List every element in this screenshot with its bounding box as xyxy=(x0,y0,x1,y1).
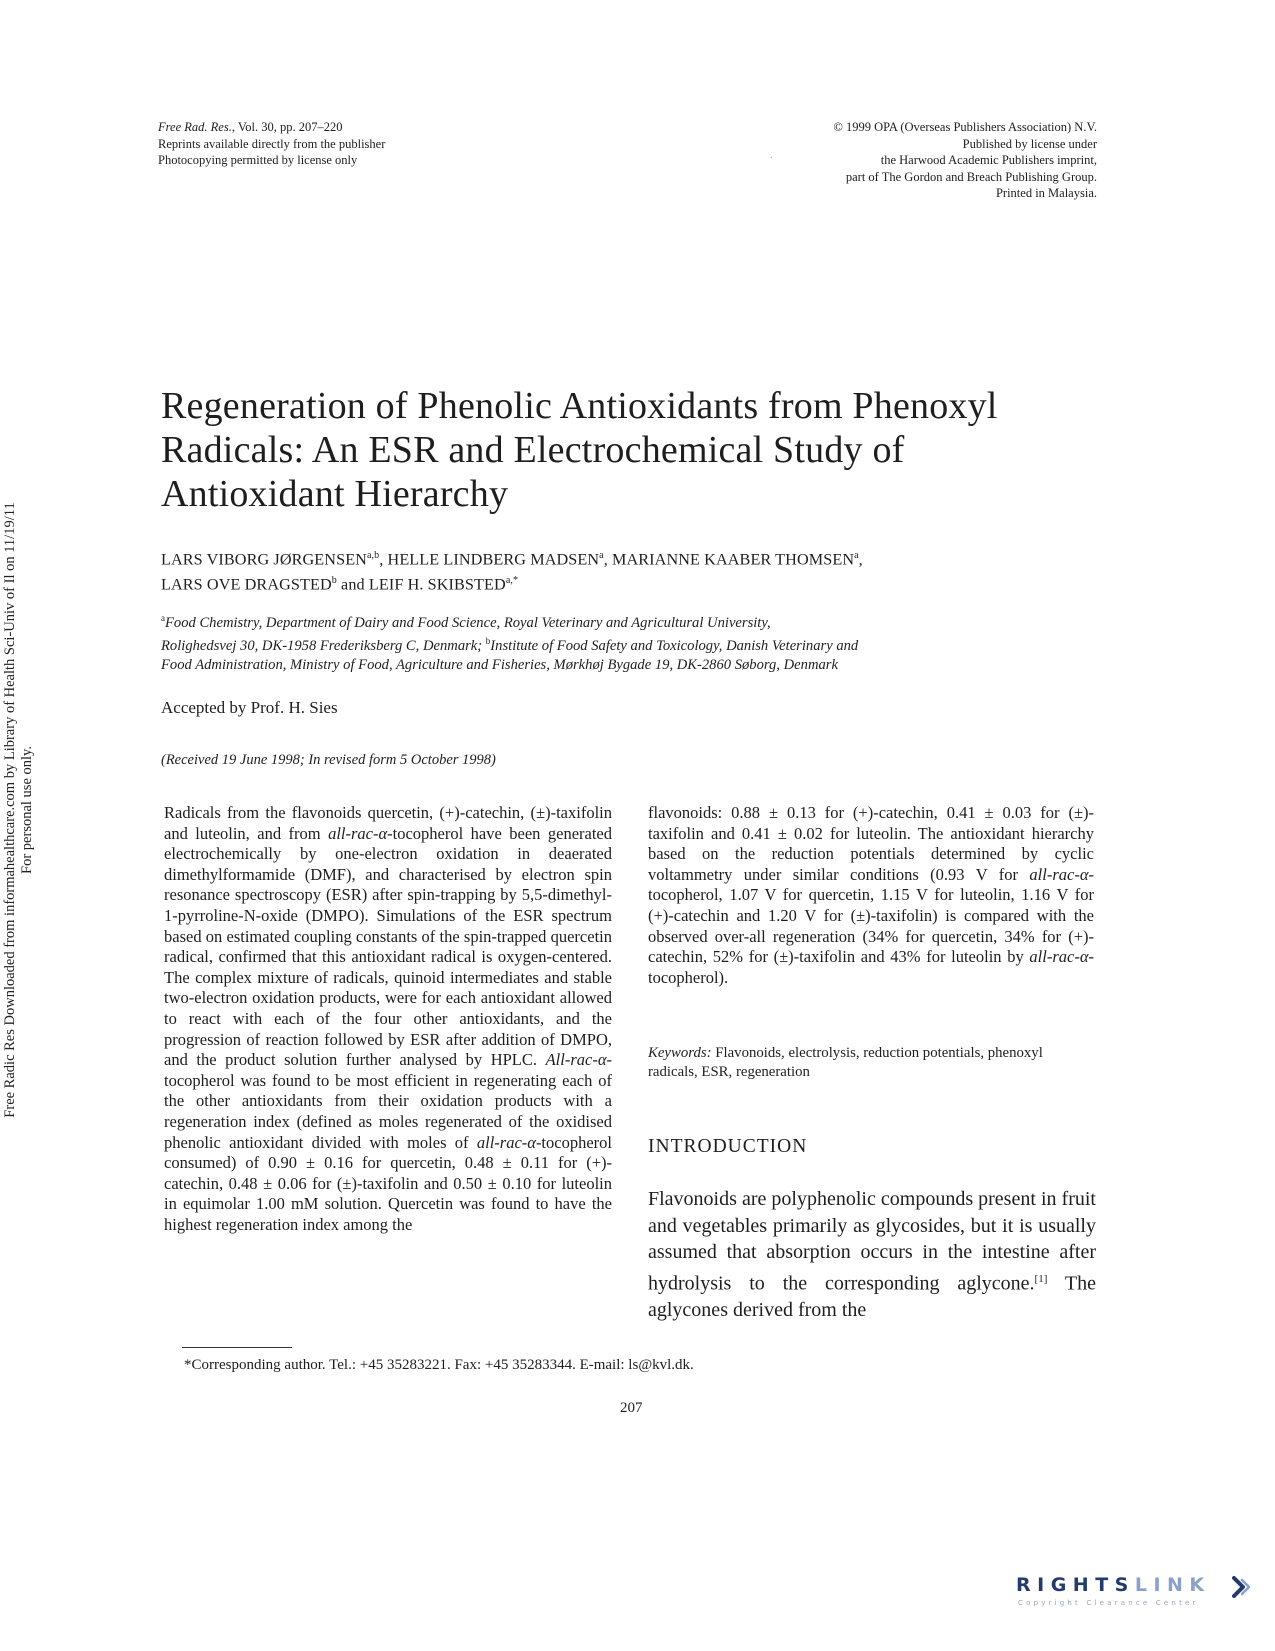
reprints-note: Reprints available directly from the publisher xyxy=(158,136,386,151)
author-name: and LEIF H. SKIBSTED xyxy=(336,575,506,594)
title-line-3: Antioxidant Hierarchy xyxy=(161,473,509,515)
author-affil-mark: a xyxy=(599,550,604,561)
abstract-left-column xyxy=(164,803,612,1235)
rightslink-rights: RIGHTS xyxy=(1016,1574,1135,1596)
rightslink-logo[interactable] xyxy=(1016,1574,1246,1610)
abstract-italic: all-rac-α xyxy=(476,1132,536,1152)
intro-text: Flavonoids are polyphenolic compounds present in fruit and vegetables primarily as glycosides, but it is usually assumed that absorption occurs in the intestine after hydrolysis to the corresponding aglycone. xyxy=(648,1188,1096,1295)
author-affil-mark: a,* xyxy=(505,575,519,587)
download-stamp xyxy=(2,440,36,1180)
journal-volume: , Vol. 30, pp. 207–220 xyxy=(231,120,343,134)
abstract-right-column xyxy=(648,803,1094,988)
received-dates: (Received 19 June 1998; In revised form 5 October 1998) xyxy=(161,752,496,768)
title-line-1: Regeneration of Phenolic Antioxidants from Phenoxyl xyxy=(161,385,998,427)
abstract-text: flavonoids: 0.88 ± 0.13 for (+)-catechin, 0.41 ± 0.03 for (±)-taxifolin and 0.41 ± 0.02 for luteolin. The antioxidant hierarchy based on the reduction potentials determined by cyclic voltammetry under similar conditions (0.93 V for xyxy=(648,803,1094,884)
author-name: , MARIANNE KAABER THOMSEN xyxy=(603,550,855,569)
author-separator: , xyxy=(858,550,863,569)
author-affil-mark: a,b xyxy=(366,550,380,561)
affiliation-b-address: Food Administration, Ministry of Food, Agriculture and Fisheries, Mørkhøj Bygade 19, DK-2860 Søborg, Denmark xyxy=(161,656,838,673)
photocopy-note: Photocopying permitted by license only xyxy=(158,153,358,167)
abstract-italic: all-rac-α xyxy=(1029,947,1089,967)
abstract-italic: all-rac-α xyxy=(1029,864,1089,884)
intro-text: The aglycones derived from the xyxy=(648,1272,1097,1321)
affiliations xyxy=(161,609,1121,674)
copyright-line: © 1999 OPA (Overseas Publishers Association) N.V. xyxy=(833,120,1097,134)
author-list xyxy=(161,545,1111,596)
imprint-line: the Harwood Academic Publishers imprint, xyxy=(880,153,1097,167)
author-name: LARS VIBORG JØRGENSEN xyxy=(161,550,367,569)
author-affil-mark: a xyxy=(854,550,859,561)
abstract-text: Radicals from the flavonoids quercetin, (+)-catechin, (±)-taxifolin and luteolin, and from xyxy=(164,803,612,843)
affiliation-b: Institute of Food Safety and Toxicology, Danish Veterinary and xyxy=(490,638,859,655)
abstract-text: -tocopherol have been generated electrochemically by one-electron oxidation in deaerated dimethylformamide (DMF), and characterised by electron spin resonance spectroscopy (ESR) after spin-trapping by 5,5-dimethyl-1-pyrroline-N-oxide (DMPO). Simulations of the ESR spectrum based on estimated coupling constants of the spin-trapped quercetin radical, confirmed that this antioxidant radical is oxygen-centered. The complex mixture of radicals, quinoid intermediates and stable two-electron oxidation products, were for each antioxidant allowed to react with each of the four other antioxidants, and the progression of reaction followed by ESR after addition of DMPO, and the product solution further analysed by HPLC. xyxy=(164,823,612,1070)
abstract-text: -tocopherol was found to be most efficient in regenerating each of the other antioxidants from their oxidation products with a regeneration index (defined as moles regenerated of the oxidised phenolic antioxidant divided with moles of xyxy=(164,1050,612,1152)
journal-citation xyxy=(158,119,385,169)
author-name: LARS OVE DRAGSTED xyxy=(161,575,332,594)
license-line: Published by license under xyxy=(962,136,1097,151)
accepted-by: Accepted by Prof. H. Sies xyxy=(161,698,338,717)
section-heading-introduction: INTRODUCTION xyxy=(648,1136,808,1157)
keywords-list: Flavonoids, electrolysis, reduction potentials, phenoxyl radicals, ESR, regeneration xyxy=(648,1045,1043,1080)
author-affil-mark: b xyxy=(331,575,337,587)
download-stamp-line1: Free Radic Res Downloaded from informahealthcare.com by Library of Health Sci-Univ of Il on 11/19/11 xyxy=(2,502,18,1118)
abstract-text: -tocopherol, 1.07 V for quercetin, 1.15 V for luteolin, 1.16 V for (+)-catechin and 1.20 V for (±)-taxifolin) is compared with the observed over-all regeneration (34% for quercetin, 34% for (+)-catechin, 52% for (±)-taxifolin and 43% for luteolin by xyxy=(648,864,1094,967)
author-name: , HELLE LINDBERG MADSEN xyxy=(379,550,600,569)
corresponding-author-footnote: *Corresponding author. Tel.: +45 35283221. Fax: +45 35283344. E-mail: ls@kvl.dk. xyxy=(184,1357,694,1373)
keywords-label: Keywords: xyxy=(648,1045,712,1061)
paper-title xyxy=(161,384,1101,516)
abstract-italic: All-rac-α xyxy=(545,1050,607,1070)
printed-line: Printed in Malaysia. xyxy=(995,186,1097,200)
affiliation-a: Food Chemistry, Department of Dairy and Food Science, Royal Veterinary and Agricultural University, xyxy=(165,614,771,631)
footnote-divider xyxy=(182,1347,292,1348)
title-line-2: Radicals: An ESR and Electrochemical Study of xyxy=(161,429,905,471)
scan-mark: . xyxy=(770,150,773,161)
abstract-text: -tocopherol). xyxy=(648,947,1094,987)
affil-mark-b: b xyxy=(485,636,491,647)
rightslink-chevron-icon xyxy=(1230,1575,1252,1599)
affiliation-a-address: Rolighedsvej 30, DK-1958 Frederiksberg C, Denmark; xyxy=(161,638,486,655)
abstract-italic: all-rac-α xyxy=(328,823,388,843)
download-stamp-line2: For personal use only. xyxy=(19,746,35,874)
publisher-group-line: part of The Gordon and Breach Publishing Group. xyxy=(845,169,1097,184)
keywords xyxy=(648,1044,1094,1082)
page-number: 207 xyxy=(620,1400,643,1416)
introduction-paragraph xyxy=(648,1186,1096,1323)
journal-name: Free Rad. Res. xyxy=(158,120,232,134)
abstract-text: -tocopherol consumed) of 0.90 ± 0.16 for quercetin, 0.48 ± 0.11 for (+)-catechin, 0.48 ± 0.06 for (±)-taxifolin and 0.50 ± 0.10 for luteolin in equimolar 1.00 mM solution. Quercetin was found to have the highest regeneration index among the xyxy=(164,1132,612,1234)
copyright-block xyxy=(833,119,1097,202)
rightslink-link: LINK xyxy=(1134,1574,1211,1596)
rightslink-wordmark xyxy=(1016,1574,1211,1596)
affil-mark-a: a xyxy=(161,613,165,623)
rightslink-subtitle: Copyright Clearance Center xyxy=(1018,1599,1199,1607)
reference-link[interactable]: [1] xyxy=(1034,1272,1048,1285)
